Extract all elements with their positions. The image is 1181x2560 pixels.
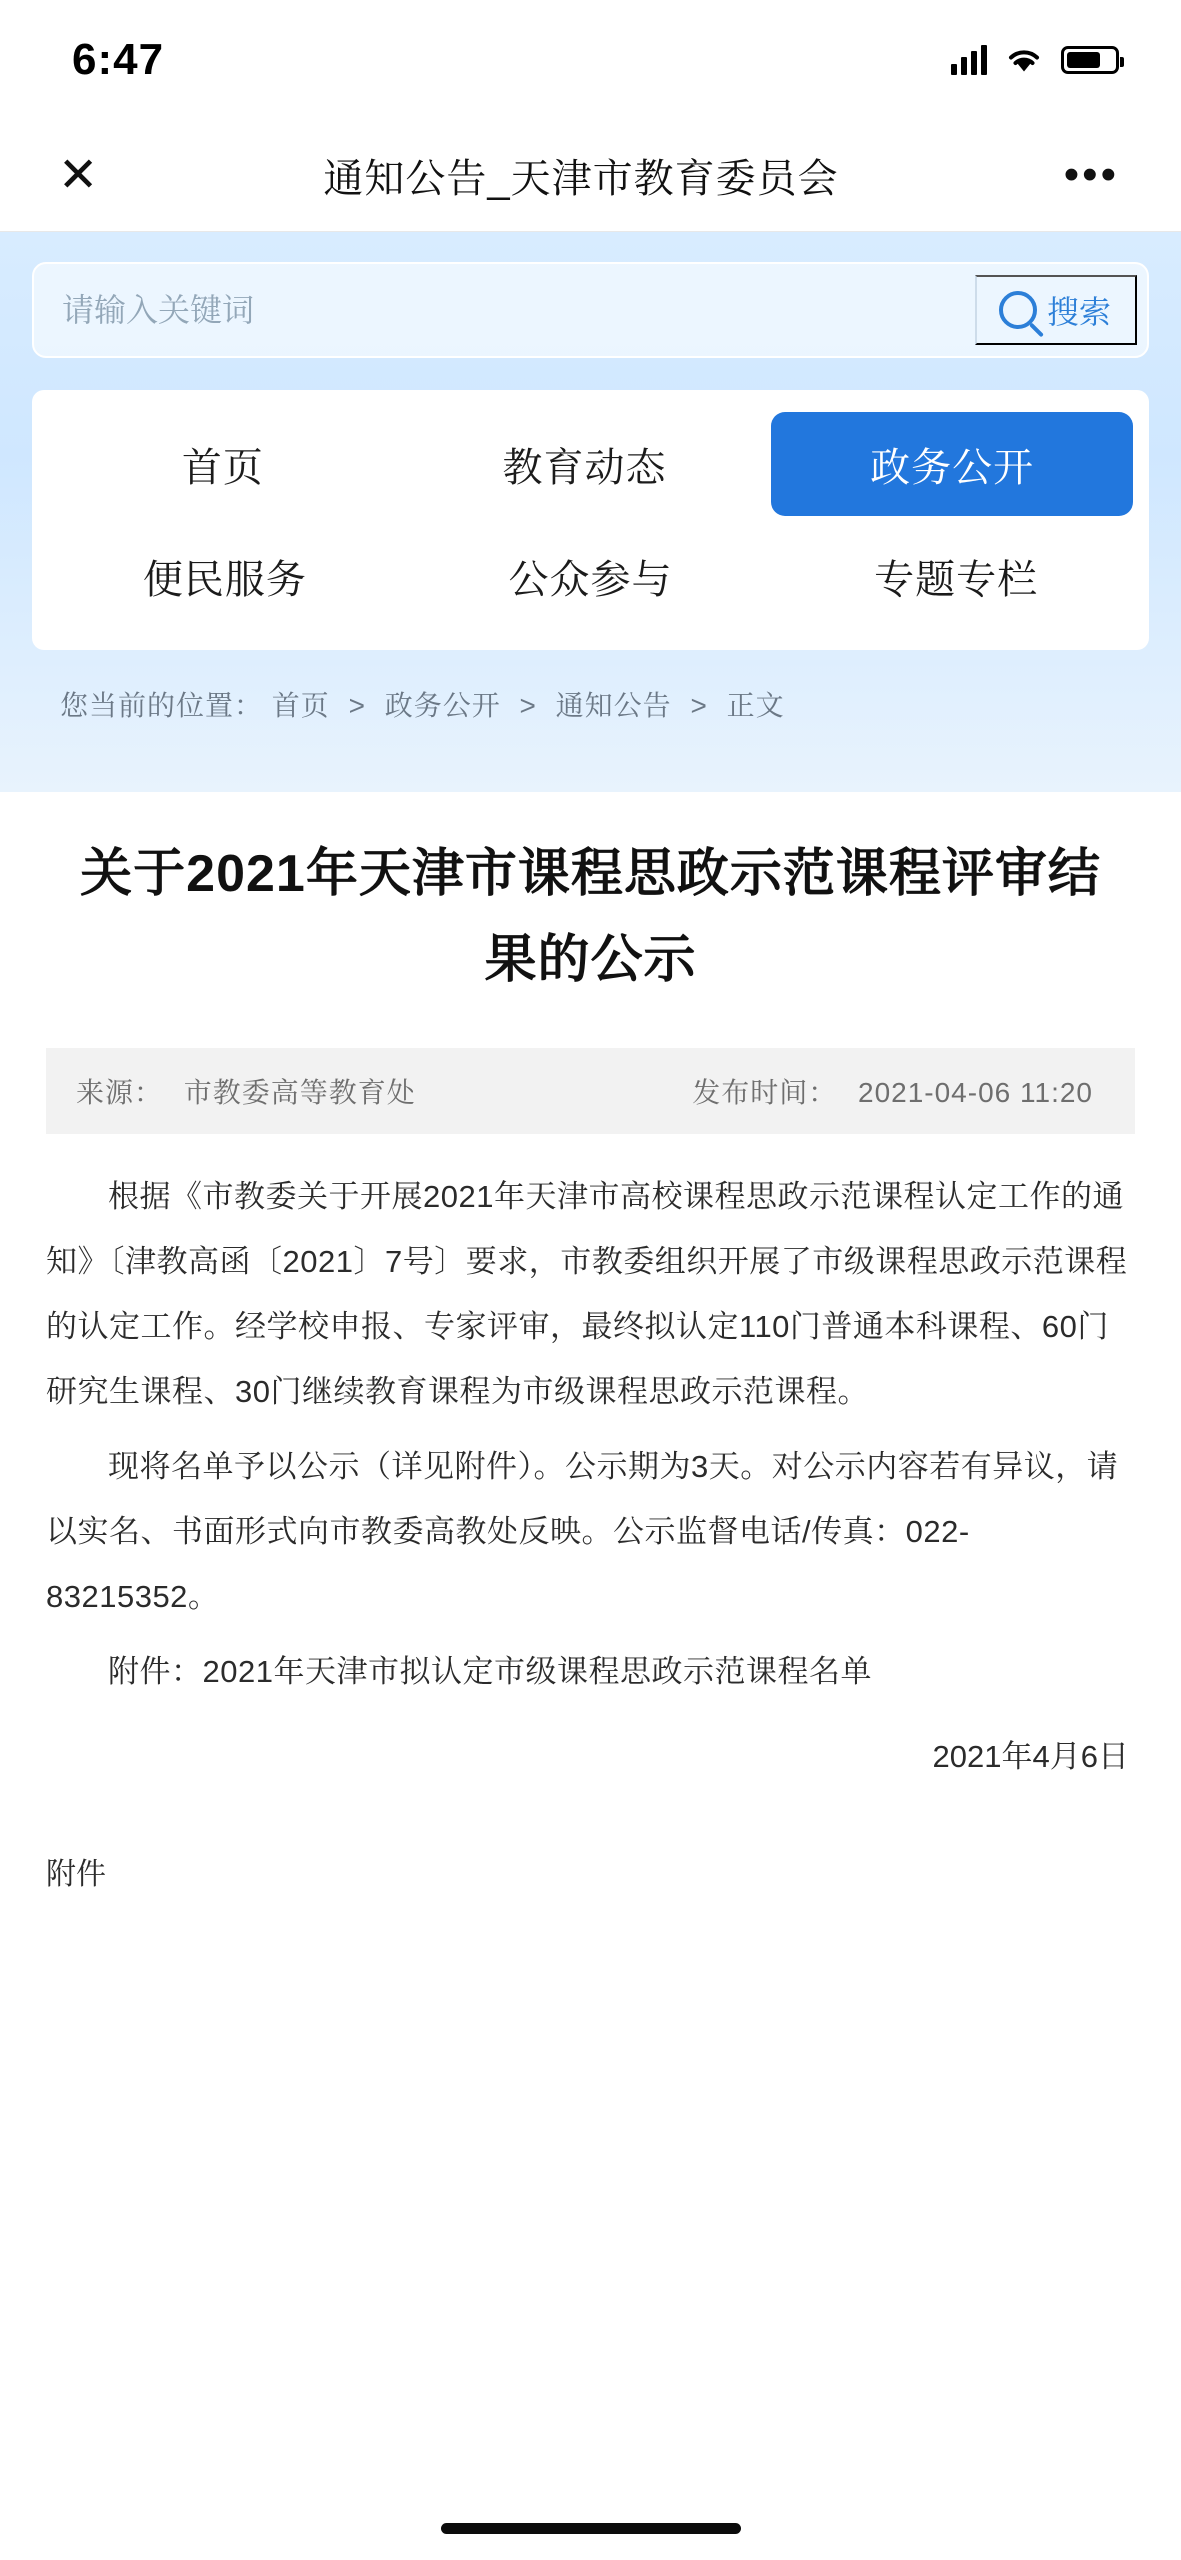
source-value: 市教委高等教育处 <box>183 1076 416 1108</box>
article-attachment[interactable]: 附件：2021年天津市拟认定市级课程思政示范课程名单 <box>108 1654 872 1690</box>
home-indicator <box>441 2523 741 2534</box>
nav-item-government-affairs[interactable]: 政务公开 <box>771 412 1133 516</box>
breadcrumb-prefix: 您当前的位置： <box>60 690 264 721</box>
nav-item-special-columns[interactable]: 专题专栏 <box>874 557 1039 602</box>
nav-item-home[interactable]: 首页 <box>181 445 264 490</box>
site-header <box>0 232 1181 792</box>
search-button-label: 搜索 <box>1046 294 1111 330</box>
article-source <box>76 1071 428 1111</box>
source-label: 来源： <box>76 1076 164 1108</box>
article-sign-date: 2021年4月6日 <box>932 1739 1129 1775</box>
nav-row-1 <box>42 408 1139 520</box>
article-paragraph: 现将名单予以公示（详见附件）。公示期为3天。对公示内容若有异议，请以实名、书面形式向市教委高教处反映。公示监督电话/传真：022-83215352。 <box>46 1448 1119 1615</box>
cellular-signal-icon <box>951 45 987 75</box>
more-options-icon[interactable]: ••• <box>1063 150 1119 200</box>
breadcrumb-item-body: 正文 <box>726 690 785 721</box>
browser-titlebar <box>0 120 1181 232</box>
page-title: 通知公告_天津市教育委员会 <box>323 157 839 201</box>
breadcrumb <box>32 650 1149 754</box>
article-paragraph: 根据《市教委关于开展2021年天津市高校课程思政示范课程认定工作的通知》〔津教高函〔2021〕7号〕要求，市教委组织开展了市级课程思政示范课程的认定工作。经学校申报、专家评审，最终拟认定110门普通本科课程、60门研究生课程、30门继续教育课程为市级课程思政示范课程。 <box>46 1178 1128 1409</box>
status-bar <box>0 0 1181 120</box>
article <box>0 792 1181 1893</box>
article-tail-text: 附件 <box>46 1858 106 1892</box>
article-publish-time <box>692 1071 1105 1111</box>
wifi-icon <box>1005 45 1043 75</box>
search-icon <box>999 291 1037 329</box>
publish-label: 发布时间： <box>692 1076 838 1108</box>
status-time: 6:47 <box>72 35 165 84</box>
main-nav <box>32 390 1149 650</box>
publish-value: 2021-04-06 11:20 <box>858 1076 1093 1108</box>
nav-item-education-news[interactable]: 教育动态 <box>502 445 667 490</box>
breadcrumb-item-government-affairs[interactable]: 政务公开 <box>384 690 501 721</box>
nav-item-public-participation[interactable]: 公众参与 <box>508 557 673 602</box>
article-title: 关于2021年天津市课程思政示范课程评审结果的公示 <box>80 845 1101 989</box>
status-icons <box>951 45 1119 75</box>
search-button[interactable] <box>975 275 1137 345</box>
breadcrumb-separator: > <box>519 690 537 721</box>
breadcrumb-item-home[interactable]: 首页 <box>271 690 330 721</box>
battery-icon <box>1061 46 1119 74</box>
article-body <box>46 1134 1135 1894</box>
breadcrumb-separator: > <box>690 690 708 721</box>
search-input[interactable] <box>62 292 975 329</box>
breadcrumb-item-notices[interactable]: 通知公告 <box>555 690 672 721</box>
close-icon[interactable]: ✕ <box>58 148 99 202</box>
nav-row-2 <box>42 520 1139 632</box>
nav-item-convenience-services[interactable]: 便民服务 <box>142 557 307 602</box>
search-bar[interactable] <box>32 262 1149 358</box>
breadcrumb-separator: > <box>348 690 366 721</box>
article-meta-bar <box>46 1048 1135 1134</box>
